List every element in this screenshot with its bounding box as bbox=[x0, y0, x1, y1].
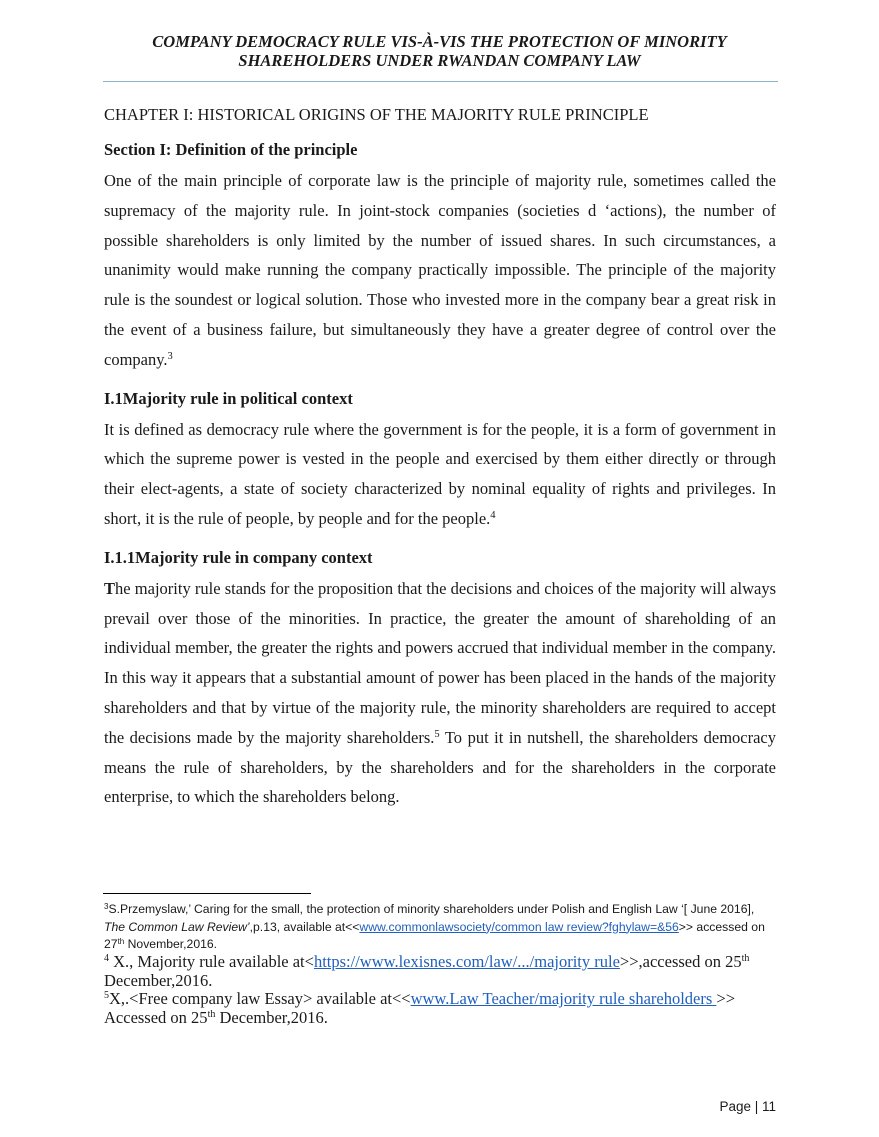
page-number: Page | 11 bbox=[719, 1099, 776, 1114]
ordinal-suffix: th bbox=[117, 937, 125, 946]
footnote-text: December,2016. bbox=[104, 970, 213, 990]
footnote-text: ,p.13, available at<< bbox=[249, 919, 360, 934]
footnote-number: 5 bbox=[104, 990, 109, 1001]
footnote-ref-5[interactable]: 5 bbox=[434, 728, 440, 740]
paragraph-definition bbox=[104, 166, 776, 375]
footnote-link[interactable]: https://www.lexisnes.com/law/.../majority rule bbox=[313, 952, 620, 971]
footnote-text: November,2016. bbox=[124, 937, 218, 951]
section-title-political: I.1Majority rule in political context bbox=[104, 388, 353, 408]
footnote-ref-4[interactable]: 4 bbox=[490, 509, 496, 521]
footnote-link[interactable]: www.Law Teacher/majority rule shareholders bbox=[410, 989, 717, 1008]
footnote-text: X., Majority rule available at< bbox=[109, 952, 314, 971]
main-content bbox=[104, 100, 776, 812]
chapter-title: CHAPTER I: HISTORICAL ORIGINS OF THE MAJORITY RULE PRINCIPLE bbox=[104, 105, 649, 124]
ordinal-suffix: th bbox=[207, 1008, 216, 1020]
footnote-number: 4 bbox=[104, 953, 109, 964]
paragraph-political bbox=[104, 415, 776, 534]
paragraph-text-continued: To put it in nutshell, the shareholders democracy means the rule of shareholders, by the shareholders and for the shareholders in the corporate enterprise, to which the shareholders belong. bbox=[104, 727, 776, 807]
section-title-definition: Section I: Definition of the principle bbox=[104, 140, 358, 159]
ordinal-suffix: th bbox=[741, 953, 750, 964]
footnote-text: >> accessed on 27 bbox=[104, 919, 765, 951]
paragraph-text: One of the main principle of corporate law is the principle of majority rule, sometimes called the supremacy of the majority rule. In joint-stock companies (societies d ‘actions), the number of possible shareholders is only limited by the number of issued shares. In such circumstances, a unanimity would make running the company practically impossible. The principle of the majority rule is the soundest or logical solution. Those who invested more in the company bear a great risk in the event of a business failure, but simultaneously they have a greater degree of control over the company. bbox=[104, 171, 776, 369]
footnote-4 bbox=[104, 953, 776, 990]
running-header bbox=[0, 32, 879, 70]
footnote-5 bbox=[104, 990, 776, 1027]
paragraph-company bbox=[104, 574, 776, 812]
footnote-divider bbox=[103, 893, 311, 894]
footnote-3 bbox=[104, 901, 776, 954]
paragraph-text: he majority rule stands for the proposition that the decisions and choices of the majority will always prevail over those of the minorities. In practice, the greater the amount of shareholding of an individual member, the greater the rights and powers accrued that individual member in the company. In this way it appears that a substantial amount of power has been placed in the hands of the majority shareholders and that by virtue of the majority rule, the minority shareholders are required to accept the decisions made by the majority shareholders. bbox=[104, 578, 776, 747]
footnote-text: December,2016. bbox=[215, 1007, 328, 1027]
footnote-text: >>,accessed on 25 bbox=[619, 952, 742, 971]
section-title-company: I.1.1Majority rule in company context bbox=[104, 547, 373, 567]
footnotes-4-5 bbox=[104, 953, 776, 1027]
header-line-2: SHAREHOLDERS UNDER RWANDAN COMPANY LAW bbox=[238, 51, 641, 70]
header-line-1: COMPANY DEMOCRACY RULE VIS-À-VIS THE PROTECTION OF MINORITY bbox=[152, 32, 727, 51]
paragraph-text: It is defined as democracy rule where the government is for the people, it is a form of government in which the supreme power is vested in the people and exercised by them either directly or through their elect-agents, a state of society characterized by nominal equality of rights and privileges. In short, it is the rule of people, by people and for the people. bbox=[104, 419, 776, 528]
footnote-link[interactable]: www.commonlawsociety/common law review?fghylaw=&56 bbox=[359, 919, 679, 934]
footnote-text: >> Accessed on 25 bbox=[104, 989, 736, 1027]
footnote-text: X,.<Free company law Essay> available at<< bbox=[109, 989, 411, 1008]
footnote-journal: The Common Law Review’ bbox=[104, 919, 250, 934]
footnote-text: S.Przemyslaw,’ Caring for the small, the protection of minority shareholders under Polish and English Law ‘[ June 2016], bbox=[108, 902, 755, 916]
drop-letter: T bbox=[104, 578, 116, 598]
footnote-number: 3 bbox=[104, 902, 109, 911]
footnote-ref-3[interactable]: 3 bbox=[167, 350, 173, 362]
header-divider bbox=[103, 81, 778, 82]
